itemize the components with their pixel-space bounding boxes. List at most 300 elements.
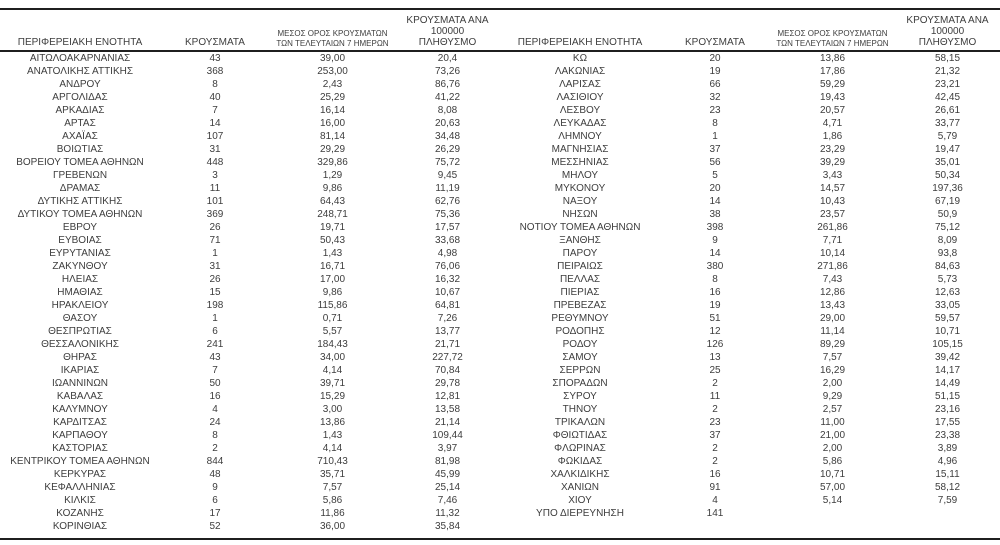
table-row bbox=[0, 377, 500, 390]
cell-region: ΛΑΣΙΘΙΟΥ bbox=[556, 92, 604, 103]
cell-cases: 17 bbox=[209, 508, 221, 519]
cell-per100k: 34,48 bbox=[434, 131, 461, 142]
cell-per100k: 17,57 bbox=[434, 222, 461, 233]
cell-cases: 7 bbox=[212, 365, 218, 376]
cell-avg7: 329,86 bbox=[317, 157, 348, 168]
cell-per100k: 15,11 bbox=[935, 469, 960, 480]
cell-avg7: 16,29 bbox=[819, 365, 846, 376]
cell-per100k: 93,8 bbox=[937, 248, 958, 259]
table-row bbox=[500, 169, 1000, 182]
cell-cases: 43 bbox=[209, 53, 221, 64]
cell-avg7: 7,57 bbox=[322, 482, 343, 493]
cell-cases: 101 bbox=[206, 196, 224, 207]
cell-per100k: 3,89 bbox=[937, 443, 958, 454]
cell-avg7: 57,00 bbox=[819, 482, 846, 493]
cell-region: ΚΕΦΑΛΛΗΝΙΑΣ bbox=[44, 482, 116, 493]
table-row bbox=[500, 429, 1000, 442]
table-row bbox=[500, 481, 1000, 494]
cell-avg7: 10,14 bbox=[819, 248, 846, 259]
cell-avg7: 3,00 bbox=[322, 404, 343, 415]
cell-cases: 16 bbox=[709, 469, 721, 480]
cell-region: ΧΑΛΚΙΔΙΚΗΣ bbox=[550, 469, 610, 480]
col-header-cases: ΚΡΟΥΣΜΑΤΑ bbox=[185, 37, 245, 48]
cell-per100k: 11,32 bbox=[435, 508, 460, 519]
cell-cases: 5 bbox=[712, 170, 718, 181]
cell-avg7: 29,29 bbox=[319, 144, 346, 155]
cell-region: ΚΑΒΑΛΑΣ bbox=[56, 391, 104, 402]
cell-cases: 398 bbox=[706, 222, 724, 233]
col-header-avg7 bbox=[270, 29, 395, 48]
cell-per100k: 25,14 bbox=[434, 482, 461, 493]
cell-avg7: 9,86 bbox=[322, 287, 343, 298]
table-row bbox=[0, 247, 500, 260]
cell-avg7: 50,43 bbox=[319, 235, 346, 246]
cell-avg7: 1,86 bbox=[822, 131, 843, 142]
cell-per100k: 62,76 bbox=[434, 196, 461, 207]
cell-region: ΠΕΛΛΑΣ bbox=[559, 274, 601, 285]
cell-avg7: 2,43 bbox=[322, 79, 343, 90]
cell-region: ΚΕΡΚΥΡΑΣ bbox=[53, 469, 107, 480]
table-row bbox=[500, 390, 1000, 403]
cell-cases: 19 bbox=[709, 300, 721, 311]
cell-cases: 16 bbox=[209, 391, 221, 402]
cell-avg7: 11,00 bbox=[820, 417, 845, 428]
cell-per100k: 109,44 bbox=[432, 430, 463, 441]
table-row bbox=[0, 416, 500, 429]
cell-avg7: 20,57 bbox=[819, 105, 846, 116]
cell-cases: 1 bbox=[212, 248, 218, 259]
table-row bbox=[0, 429, 500, 442]
cell-avg7: 19,43 bbox=[819, 92, 846, 103]
cell-region: ΧΙΟΥ bbox=[568, 495, 592, 506]
cell-cases: 91 bbox=[709, 482, 721, 493]
cell-per100k: 86,76 bbox=[434, 79, 461, 90]
table-row bbox=[0, 143, 500, 156]
table-row bbox=[500, 104, 1000, 117]
cell-per100k: 42,45 bbox=[934, 92, 961, 103]
cell-avg7: 184,43 bbox=[317, 339, 348, 350]
cell-per100k: 105,15 bbox=[932, 339, 963, 350]
cell-cases: 380 bbox=[706, 261, 724, 272]
table-row bbox=[0, 156, 500, 169]
col-header-avg7 bbox=[770, 29, 895, 48]
cell-per100k: 12,63 bbox=[934, 287, 961, 298]
cell-per100k: 39,42 bbox=[934, 352, 961, 363]
cell-per100k: 10,67 bbox=[434, 287, 461, 298]
cell-per100k: 20,63 bbox=[434, 118, 461, 129]
cell-per100k: 8,09 bbox=[937, 235, 958, 246]
table-row bbox=[500, 260, 1000, 273]
cell-region: ΛΗΜΝΟΥ bbox=[558, 131, 602, 142]
cell-avg7: 34,00 bbox=[319, 352, 346, 363]
cell-per100k: 76,06 bbox=[434, 261, 461, 272]
table-row bbox=[0, 403, 500, 416]
cell-cases: 368 bbox=[206, 66, 224, 77]
cell-avg7: 17,00 bbox=[319, 274, 346, 285]
cell-cases: 48 bbox=[209, 469, 221, 480]
cell-avg7: 1,29 bbox=[322, 170, 343, 181]
cell-avg7: 248,71 bbox=[317, 209, 348, 220]
table-row bbox=[500, 117, 1000, 130]
cell-avg7: 35,71 bbox=[319, 469, 346, 480]
table-row bbox=[0, 91, 500, 104]
cell-cases: 31 bbox=[209, 144, 221, 155]
table-row bbox=[500, 65, 1000, 78]
cell-cases: 448 bbox=[206, 157, 224, 168]
cell-per100k: 14,49 bbox=[934, 378, 961, 389]
col-header-avg7-line1: ΜΕΣΟΣ ΟΡΟΣ ΚΡΟΥΣΜΑΤΩΝ bbox=[277, 29, 388, 38]
cell-cases: 4 bbox=[712, 495, 718, 506]
cell-avg7: 2,00 bbox=[822, 443, 843, 454]
table-row bbox=[500, 156, 1000, 169]
cell-per100k: 3,97 bbox=[437, 443, 458, 454]
cell-avg7: 4,71 bbox=[822, 118, 843, 129]
cell-region: ΣΕΡΡΩΝ bbox=[559, 365, 601, 376]
cell-cases: 241 bbox=[206, 339, 224, 350]
cell-region: ΔΥΤΙΚΟΥ ΤΟΜΕΑ ΑΘΗΝΩΝ bbox=[17, 209, 143, 220]
bottom-rule bbox=[0, 538, 1000, 540]
cell-avg7: 36,00 bbox=[319, 521, 346, 532]
cell-per100k: 73,26 bbox=[434, 66, 461, 77]
table-row bbox=[500, 442, 1000, 455]
cell-region: ΣΑΜΟΥ bbox=[562, 352, 598, 363]
table-row bbox=[0, 442, 500, 455]
cell-avg7: 39,71 bbox=[319, 378, 346, 389]
cell-cases: 9 bbox=[212, 482, 218, 493]
cell-cases: 14 bbox=[709, 248, 721, 259]
cell-region: ΦΘΙΩΤΙΔΑΣ bbox=[552, 430, 608, 441]
cell-cases: 31 bbox=[209, 261, 221, 272]
cell-cases: 40 bbox=[209, 92, 221, 103]
col-header-per100k-line1: ΚΡΟΥΣΜΑΤΑ ΑΝΑ 100000 bbox=[406, 15, 489, 37]
table-row bbox=[0, 52, 500, 65]
cell-cases: 66 bbox=[709, 79, 721, 90]
cell-avg7: 271,86 bbox=[817, 261, 848, 272]
cell-per100k: 50,34 bbox=[934, 170, 961, 181]
table-row bbox=[500, 455, 1000, 468]
cell-region: ΚΕΝΤΡΙΚΟΥ ΤΟΜΕΑ ΑΘΗΝΩΝ bbox=[10, 456, 150, 467]
cell-per100k: 5,73 bbox=[937, 274, 958, 285]
cell-per100k: 35,84 bbox=[434, 521, 461, 532]
cell-cases: 26 bbox=[209, 274, 221, 285]
col-header-avg7-line1: ΜΕΣΟΣ ΟΡΟΣ ΚΡΟΥΣΜΑΤΩΝ bbox=[777, 29, 888, 38]
cell-per100k: 23,38 bbox=[934, 430, 961, 441]
table-row bbox=[0, 351, 500, 364]
table-row bbox=[0, 208, 500, 221]
cell-region: ΑΝΑΤΟΛΙΚΗΣ ΑΤΤΙΚΗΣ bbox=[26, 66, 134, 77]
cell-cases: 14 bbox=[209, 118, 221, 129]
cell-per100k: 19,47 bbox=[934, 144, 961, 155]
cell-avg7: 13,86 bbox=[819, 53, 846, 64]
table-row bbox=[500, 130, 1000, 143]
cell-per100k: 75,12 bbox=[934, 222, 961, 233]
table-row bbox=[0, 234, 500, 247]
cell-per100k: 35,01 bbox=[934, 157, 961, 168]
cell-per100k: 11,19 bbox=[435, 183, 460, 194]
cell-region: ΓΡΕΒΕΝΩΝ bbox=[52, 170, 108, 181]
table-row bbox=[0, 312, 500, 325]
table-row bbox=[500, 494, 1000, 507]
table-row bbox=[0, 390, 500, 403]
col-header-per100k bbox=[395, 15, 500, 48]
cell-cases: 8 bbox=[712, 274, 718, 285]
cell-region: ΕΥΒΟΙΑΣ bbox=[58, 235, 102, 246]
table-row bbox=[0, 299, 500, 312]
table-row bbox=[500, 325, 1000, 338]
cell-avg7: 261,86 bbox=[817, 222, 848, 233]
cell-region: ΜΕΣΣΗΝΙΑΣ bbox=[551, 157, 609, 168]
cell-cases: 2 bbox=[712, 404, 718, 415]
cell-avg7: 89,29 bbox=[819, 339, 846, 350]
cell-region: ΚΑΡΔΙΤΣΑΣ bbox=[53, 417, 107, 428]
cell-region: ΠΕΙΡΑΙΩΣ bbox=[557, 261, 603, 272]
cell-region: ΡΟΔΟΠΗΣ bbox=[555, 326, 605, 337]
cell-cases: 43 bbox=[209, 352, 221, 363]
cases-tables bbox=[0, 10, 1000, 533]
cell-cases: 26 bbox=[209, 222, 221, 233]
cell-avg7: 16,71 bbox=[319, 261, 346, 272]
cell-avg7: 0,71 bbox=[322, 313, 343, 324]
cell-avg7: 5,86 bbox=[822, 456, 843, 467]
cell-avg7: 3,43 bbox=[822, 170, 843, 181]
table-row bbox=[500, 221, 1000, 234]
table-row bbox=[500, 468, 1000, 481]
cell-avg7: 23,57 bbox=[819, 209, 846, 220]
cell-per100k: 9,45 bbox=[437, 170, 458, 181]
cell-cases: 32 bbox=[709, 92, 721, 103]
cell-avg7: 17,86 bbox=[819, 66, 846, 77]
cell-cases: 107 bbox=[206, 131, 224, 142]
cell-cases: 23 bbox=[709, 105, 721, 116]
cell-avg7: 39,00 bbox=[319, 53, 346, 64]
cell-cases: 844 bbox=[206, 456, 224, 467]
cell-region: ΡΟΔΟΥ bbox=[562, 339, 598, 350]
col-header-per100k-line1: ΚΡΟΥΣΜΑΤΑ ΑΝΑ 100000 bbox=[906, 15, 989, 37]
cell-region: ΠΑΡΟΥ bbox=[562, 248, 598, 259]
cell-avg7: 59,29 bbox=[819, 79, 846, 90]
cell-per100k: 7,46 bbox=[437, 495, 458, 506]
cell-cases: 16 bbox=[709, 287, 721, 298]
cell-region: ΑΡΓΟΛΙΔΑΣ bbox=[52, 92, 108, 103]
cell-per100k: 70,84 bbox=[434, 365, 461, 376]
cell-per100k: 26,29 bbox=[434, 144, 461, 155]
cell-region: ΠΡΕΒΕΖΑΣ bbox=[553, 300, 607, 311]
cell-region: ΚΑΣΤΟΡΙΑΣ bbox=[52, 443, 108, 454]
cell-region: ΧΑΝΙΩΝ bbox=[560, 482, 600, 493]
cell-cases: 50 bbox=[209, 378, 221, 389]
cell-cases: 11 bbox=[209, 183, 221, 194]
cell-avg7: 12,86 bbox=[819, 287, 846, 298]
cell-avg7: 7,57 bbox=[822, 352, 843, 363]
cell-region: ΗΡΑΚΛΕΙΟΥ bbox=[51, 300, 109, 311]
table-row bbox=[500, 143, 1000, 156]
table-row bbox=[0, 468, 500, 481]
cell-avg7: 16,14 bbox=[319, 105, 346, 116]
cell-per100k: 33,05 bbox=[934, 300, 961, 311]
cell-cases: 23 bbox=[709, 417, 721, 428]
cell-avg7: 710,43 bbox=[317, 456, 348, 467]
cell-region: ΥΠΟ ΔΙΕΡΕΥΝΗΣΗ bbox=[536, 508, 624, 519]
cell-region: ΘΕΣΣΑΛΟΝΙΚΗΣ bbox=[41, 339, 119, 350]
cell-avg7: 11,86 bbox=[320, 508, 345, 519]
cell-region: ΔΥΤΙΚΗΣ ΑΤΤΙΚΗΣ bbox=[37, 196, 123, 207]
table-row bbox=[500, 234, 1000, 247]
cell-cases: 14 bbox=[709, 196, 721, 207]
cell-avg7: 1,43 bbox=[322, 430, 343, 441]
cell-cases: 369 bbox=[206, 209, 224, 220]
cell-per100k: 17,55 bbox=[934, 417, 961, 428]
table-row bbox=[0, 286, 500, 299]
table-row bbox=[500, 338, 1000, 351]
cell-avg7: 29,00 bbox=[819, 313, 846, 324]
table-row bbox=[500, 507, 1000, 520]
table-row bbox=[0, 117, 500, 130]
cell-region: ΛΑΚΩΝΙΑΣ bbox=[554, 66, 606, 77]
cell-region: ΣΠΟΡΑΔΩΝ bbox=[552, 378, 608, 389]
cell-avg7: 2,57 bbox=[822, 404, 843, 415]
table-row bbox=[0, 481, 500, 494]
cell-region: ΘΗΡΑΣ bbox=[63, 352, 97, 363]
cell-region: ΚΙΛΚΙΣ bbox=[64, 495, 96, 506]
cell-avg7: 13,86 bbox=[319, 417, 346, 428]
cell-region: ΞΑΝΘΗΣ bbox=[559, 235, 601, 246]
cell-avg7: 5,14 bbox=[822, 495, 843, 506]
cell-cases: 56 bbox=[709, 157, 721, 168]
table-row bbox=[0, 221, 500, 234]
col-header-cases: ΚΡΟΥΣΜΑΤΑ bbox=[685, 37, 745, 48]
table-row bbox=[0, 507, 500, 520]
table-row bbox=[500, 377, 1000, 390]
cell-per100k: 16,32 bbox=[434, 274, 461, 285]
cell-per100k: 64,81 bbox=[434, 300, 461, 311]
table-row bbox=[500, 182, 1000, 195]
table-row bbox=[500, 403, 1000, 416]
cell-cases: 2 bbox=[712, 378, 718, 389]
cell-avg7: 9,29 bbox=[822, 391, 843, 402]
cell-avg7: 7,71 bbox=[822, 235, 843, 246]
cell-avg7: 253,00 bbox=[317, 66, 348, 77]
cell-avg7: 4,14 bbox=[322, 365, 343, 376]
cell-per100k: 4,98 bbox=[437, 248, 458, 259]
cell-region: ΜΗΛΟΥ bbox=[561, 170, 599, 181]
table-header-left bbox=[0, 10, 500, 52]
cell-cases: 12 bbox=[709, 326, 721, 337]
cell-region: ΡΕΘΥΜΝΟΥ bbox=[551, 313, 609, 324]
cell-avg7: 4,14 bbox=[322, 443, 343, 454]
col-header-per100k bbox=[895, 15, 1000, 48]
table-row bbox=[0, 104, 500, 117]
cell-region: ΚΑΛΥΜΝΟΥ bbox=[52, 404, 108, 415]
table-row bbox=[500, 286, 1000, 299]
cell-cases: 2 bbox=[712, 443, 718, 454]
cell-per100k: 13,58 bbox=[434, 404, 461, 415]
cell-region: ΛΕΣΒΟΥ bbox=[559, 105, 601, 116]
cell-avg7: 23,29 bbox=[819, 144, 846, 155]
cell-per100k: 58,12 bbox=[934, 482, 961, 493]
cell-avg7: 115,86 bbox=[317, 300, 348, 311]
cell-cases: 37 bbox=[709, 430, 721, 441]
cell-region: ΕΒΡΟΥ bbox=[62, 222, 98, 233]
cell-region: ΒΟΙΩΤΙΑΣ bbox=[56, 144, 104, 155]
cell-avg7: 10,43 bbox=[819, 196, 846, 207]
cell-per100k: 20,4 bbox=[437, 53, 458, 64]
cell-region: ΙΚΑΡΙΑΣ bbox=[60, 365, 100, 376]
cell-cases: 198 bbox=[206, 300, 224, 311]
table-row bbox=[0, 130, 500, 143]
cell-per100k: 12,81 bbox=[434, 391, 461, 402]
cell-avg7: 15,29 bbox=[319, 391, 346, 402]
cell-region: ΚΟΡΙΝΘΙΑΣ bbox=[52, 521, 108, 532]
cell-avg7: 16,00 bbox=[319, 118, 346, 129]
cell-region: ΑΡΤΑΣ bbox=[64, 118, 96, 129]
table-row bbox=[500, 208, 1000, 221]
cell-avg7: 2,00 bbox=[822, 378, 843, 389]
cell-per100k: 41,22 bbox=[434, 92, 461, 103]
table-row bbox=[0, 273, 500, 286]
cell-per100k: 59,57 bbox=[934, 313, 961, 324]
cell-region: ΝΑΞΟΥ bbox=[562, 196, 598, 207]
table-row bbox=[500, 91, 1000, 104]
col-header-avg7-line2: ΤΩΝ ΤΕΛΕΥΤΑΙΩΝ 7 ΗΜΕΡΩΝ bbox=[276, 38, 389, 48]
cell-region: ΘΑΣΟΥ bbox=[62, 313, 98, 324]
cell-per100k: 7,26 bbox=[437, 313, 458, 324]
cell-region: ΔΡΑΜΑΣ bbox=[59, 183, 101, 194]
table-row bbox=[0, 65, 500, 78]
cell-region: ΦΛΩΡΙΝΑΣ bbox=[554, 443, 606, 454]
cell-per100k: 7,59 bbox=[937, 495, 958, 506]
table-row bbox=[500, 299, 1000, 312]
table-row bbox=[0, 325, 500, 338]
cell-per100k: 21,71 bbox=[434, 339, 461, 350]
cell-cases: 19 bbox=[709, 66, 721, 77]
cell-region: ΚΑΡΠΑΘΟΥ bbox=[52, 430, 108, 441]
cell-region: ΑΝΔΡΟΥ bbox=[59, 79, 101, 90]
cell-per100k bbox=[895, 507, 1000, 520]
table-row bbox=[500, 195, 1000, 208]
table-row bbox=[0, 169, 500, 182]
cell-per100k: 13,77 bbox=[434, 326, 461, 337]
cell-cases: 71 bbox=[209, 235, 221, 246]
cell-region: ΝΗΣΩΝ bbox=[562, 209, 598, 220]
cell-cases: 13 bbox=[709, 352, 721, 363]
cell-cases: 25 bbox=[709, 365, 721, 376]
cell-region: ΑΡΚΑΔΙΑΣ bbox=[55, 105, 105, 116]
cell-per100k: 58,15 bbox=[934, 53, 961, 64]
cell-per100k: 10,71 bbox=[934, 326, 961, 337]
cell-avg7: 81,14 bbox=[319, 131, 346, 142]
table-row bbox=[0, 520, 500, 533]
cell-avg7: 1,43 bbox=[322, 248, 343, 259]
cell-per100k: 21,14 bbox=[434, 417, 461, 428]
cell-region: ΛΑΡΙΣΑΣ bbox=[559, 79, 601, 90]
cell-per100k: 29,78 bbox=[434, 378, 461, 389]
cell-avg7: 5,86 bbox=[322, 495, 343, 506]
cell-per100k: 33,77 bbox=[934, 118, 961, 129]
cell-cases: 141 bbox=[706, 508, 724, 519]
table-row bbox=[0, 78, 500, 91]
cell-region: ΑΧΑΪΑΣ bbox=[62, 131, 98, 142]
cell-region: ΒΟΡΕΙΟΥ ΤΟΜΕΑ ΑΘΗΝΩΝ bbox=[16, 157, 144, 168]
cell-region: ΤΗΝΟΥ bbox=[562, 404, 598, 415]
cell-region: ΦΩΚΙΔΑΣ bbox=[557, 456, 603, 467]
table-body-left bbox=[0, 52, 500, 533]
table-row bbox=[500, 351, 1000, 364]
cell-per100k: 197,36 bbox=[932, 183, 963, 194]
table-row bbox=[500, 52, 1000, 65]
table-row bbox=[500, 273, 1000, 286]
cell-per100k: 67,19 bbox=[934, 196, 961, 207]
cell-region: ΙΩΑΝΝΙΝΩΝ bbox=[51, 378, 109, 389]
